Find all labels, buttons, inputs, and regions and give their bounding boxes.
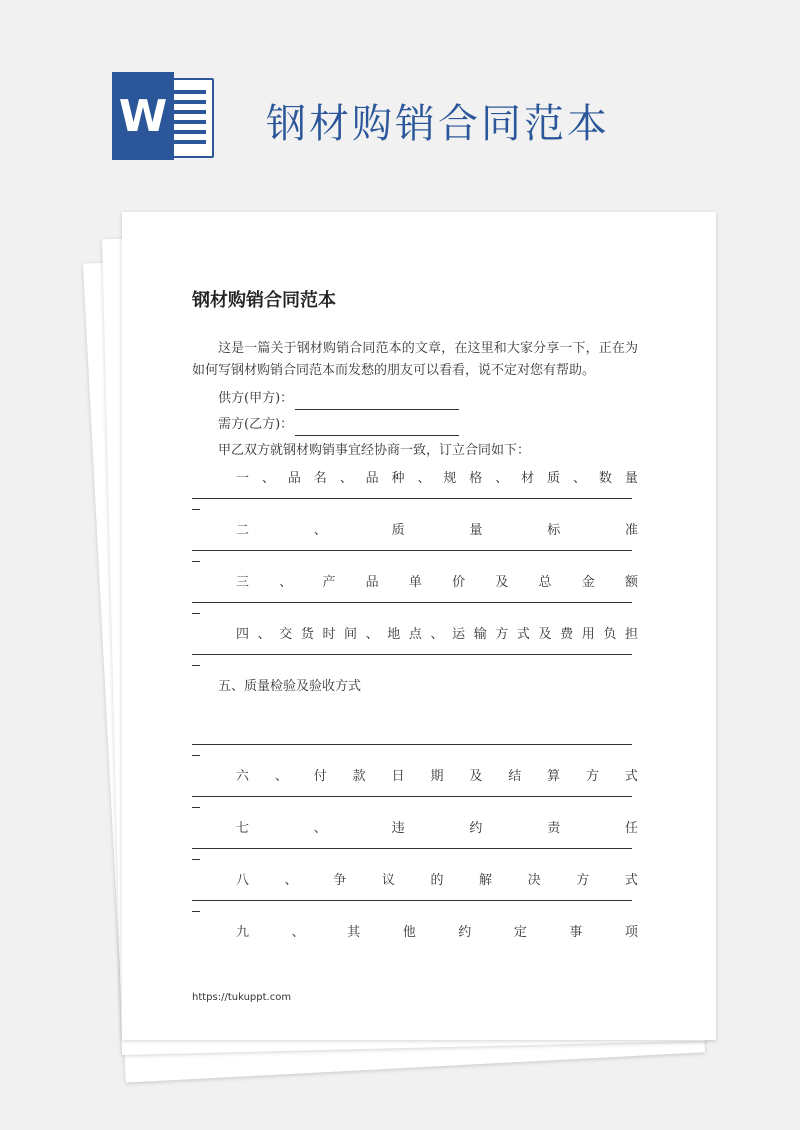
item-char: 三 <box>236 575 250 590</box>
item-char: 质 <box>391 523 405 538</box>
contract-item-label <box>192 818 638 840</box>
item-rule <box>192 842 632 849</box>
item-rule <box>192 790 632 797</box>
item-char: 总 <box>538 575 552 590</box>
item-char: 、 <box>279 575 293 590</box>
source-link[interactable]: https://tukuppt.com <box>192 992 292 1003</box>
item-char: 付 <box>313 769 327 784</box>
contract-item <box>192 572 638 614</box>
contract-item-5 <box>192 676 638 756</box>
supplier-field <box>218 388 638 410</box>
item-char: 时 <box>322 627 336 642</box>
item-char: 名 <box>313 471 327 486</box>
item-char: 、 <box>274 769 288 784</box>
item-char: 八 <box>236 873 250 888</box>
item-char: 方 <box>586 769 600 784</box>
item-char: 产 <box>322 575 336 590</box>
contract-items-6-8 <box>192 766 638 912</box>
item-char: 的 <box>430 873 444 888</box>
document-page <box>122 212 716 1040</box>
buyer-blank <box>295 419 459 436</box>
item-dash <box>192 797 200 808</box>
item-char: 材 <box>521 471 535 486</box>
item-char: 输 <box>473 627 487 642</box>
item-char: 解 <box>479 873 493 888</box>
header-title: 钢材购销合同范本 <box>266 101 610 147</box>
item-char: 项 <box>624 925 638 940</box>
item-char: 规 <box>443 471 457 486</box>
item-char: 货 <box>300 627 314 642</box>
item-dash <box>192 849 200 860</box>
buyer-field <box>218 414 638 436</box>
supplier-label: 供方(甲方)： <box>218 391 294 406</box>
item-5-rule <box>192 738 632 745</box>
document-content <box>192 286 638 944</box>
item-char: 责 <box>547 821 561 836</box>
item-char: 及 <box>538 627 552 642</box>
item-char: 一 <box>236 471 250 486</box>
contract-item-label <box>192 870 638 892</box>
item-char: 约 <box>458 925 472 940</box>
item-char: 议 <box>381 873 395 888</box>
supplier-blank <box>295 393 459 410</box>
item-char: 单 <box>408 575 422 590</box>
item-char: 交 <box>279 627 293 642</box>
contract-item-label <box>192 624 638 646</box>
word-letter: W <box>112 72 174 160</box>
item-char: 、 <box>339 471 353 486</box>
item-char: 用 <box>581 627 595 642</box>
item-rule <box>192 596 632 603</box>
item-char: 期 <box>430 769 444 784</box>
item-char: 约 <box>469 821 483 836</box>
contract-item <box>192 520 638 562</box>
item-char: 方 <box>495 627 509 642</box>
item-char: 式 <box>624 873 638 888</box>
contract-item <box>192 870 638 912</box>
item-char: 七 <box>236 821 250 836</box>
contract-item-label <box>192 520 638 542</box>
item-char: 格 <box>469 471 483 486</box>
item-char: 数 <box>598 471 612 486</box>
item-5-label: 五、质量检验及验收方式 <box>218 679 362 694</box>
item-char: 款 <box>352 769 366 784</box>
item-char: 、 <box>291 925 305 940</box>
item-rule <box>192 544 632 551</box>
contract-item-label <box>192 766 638 788</box>
item-dash <box>192 499 200 510</box>
item-dash <box>192 655 200 666</box>
item-char: 方 <box>576 873 590 888</box>
item-char: 及 <box>495 575 509 590</box>
item-char: 事 <box>569 925 583 940</box>
item-5-dash <box>192 745 200 756</box>
item-char: 任 <box>624 821 638 836</box>
item-char: 标 <box>547 523 561 538</box>
contract-item <box>192 766 638 808</box>
item-char: 金 <box>581 575 595 590</box>
item-char: 、 <box>313 523 327 538</box>
agreement-text: 甲乙双方就钢材购销事宜经协商一致，订立合同如下： <box>218 443 531 458</box>
item-char: 、 <box>417 471 431 486</box>
contract-items-1-4 <box>192 468 638 666</box>
item-char: 、 <box>365 627 379 642</box>
item-char: 决 <box>527 873 541 888</box>
item-char: 间 <box>344 627 358 642</box>
intro-paragraph: 这是一篇关于钢材购销合同范本的文章，在这里和大家分享一下，正在为如何写钢材购销合同范本而发愁的朋友可以看看，说不定对您有帮助。 <box>192 341 638 378</box>
item-dash <box>192 901 200 912</box>
item-char: 、 <box>495 471 509 486</box>
contract-item-label <box>192 922 638 944</box>
item-char: 四 <box>236 627 250 642</box>
item-char: 结 <box>508 769 522 784</box>
item-char: 运 <box>452 627 466 642</box>
item-dash <box>192 551 200 562</box>
item-char: 、 <box>313 821 327 836</box>
contract-item <box>192 922 638 944</box>
item-rule <box>192 492 632 499</box>
item-rule <box>192 648 632 655</box>
item-char: 品 <box>365 471 379 486</box>
item-char: 、 <box>430 627 444 642</box>
item-char: 二 <box>236 523 250 538</box>
item-char: 、 <box>257 627 271 642</box>
item-char: 六 <box>236 769 250 784</box>
item-char: 他 <box>402 925 416 940</box>
contract-item-label <box>192 468 638 490</box>
item-char: 品 <box>287 471 301 486</box>
contract-item-label <box>192 572 638 594</box>
item-char: 争 <box>333 873 347 888</box>
item-char: 、 <box>261 471 275 486</box>
contract-item <box>192 624 638 666</box>
contract-item <box>192 468 638 510</box>
item-dash <box>192 603 200 614</box>
item-char: 违 <box>391 821 405 836</box>
item-char: 地 <box>387 627 401 642</box>
item-char: 、 <box>284 873 298 888</box>
item-char: 九 <box>236 925 250 940</box>
item-char: 及 <box>469 769 483 784</box>
contract-item <box>192 818 638 860</box>
item-char: 定 <box>513 925 527 940</box>
item-char: 量 <box>469 523 483 538</box>
item-char: 种 <box>391 471 405 486</box>
item-char: 式 <box>516 627 530 642</box>
buyer-label: 需方(乙方)： <box>218 417 294 432</box>
item-char: 额 <box>624 575 638 590</box>
item-char: 负 <box>603 627 617 642</box>
item-char: 价 <box>452 575 466 590</box>
word-logo-icon <box>112 72 216 160</box>
item-char: 其 <box>347 925 361 940</box>
item-char: 质 <box>547 471 561 486</box>
item-char: 担 <box>624 627 638 642</box>
item-rule <box>192 894 632 901</box>
item-char: 量 <box>624 471 638 486</box>
item-char: 式 <box>624 769 638 784</box>
item-char: 费 <box>560 627 574 642</box>
item-char: 品 <box>365 575 379 590</box>
item-char: 点 <box>408 627 422 642</box>
item-char: 、 <box>572 471 586 486</box>
item-char: 日 <box>391 769 405 784</box>
contract-item-9 <box>192 922 638 944</box>
item-char: 准 <box>624 523 638 538</box>
item-char: 算 <box>547 769 561 784</box>
document-title: 钢材购销合同范本 <box>192 290 336 311</box>
